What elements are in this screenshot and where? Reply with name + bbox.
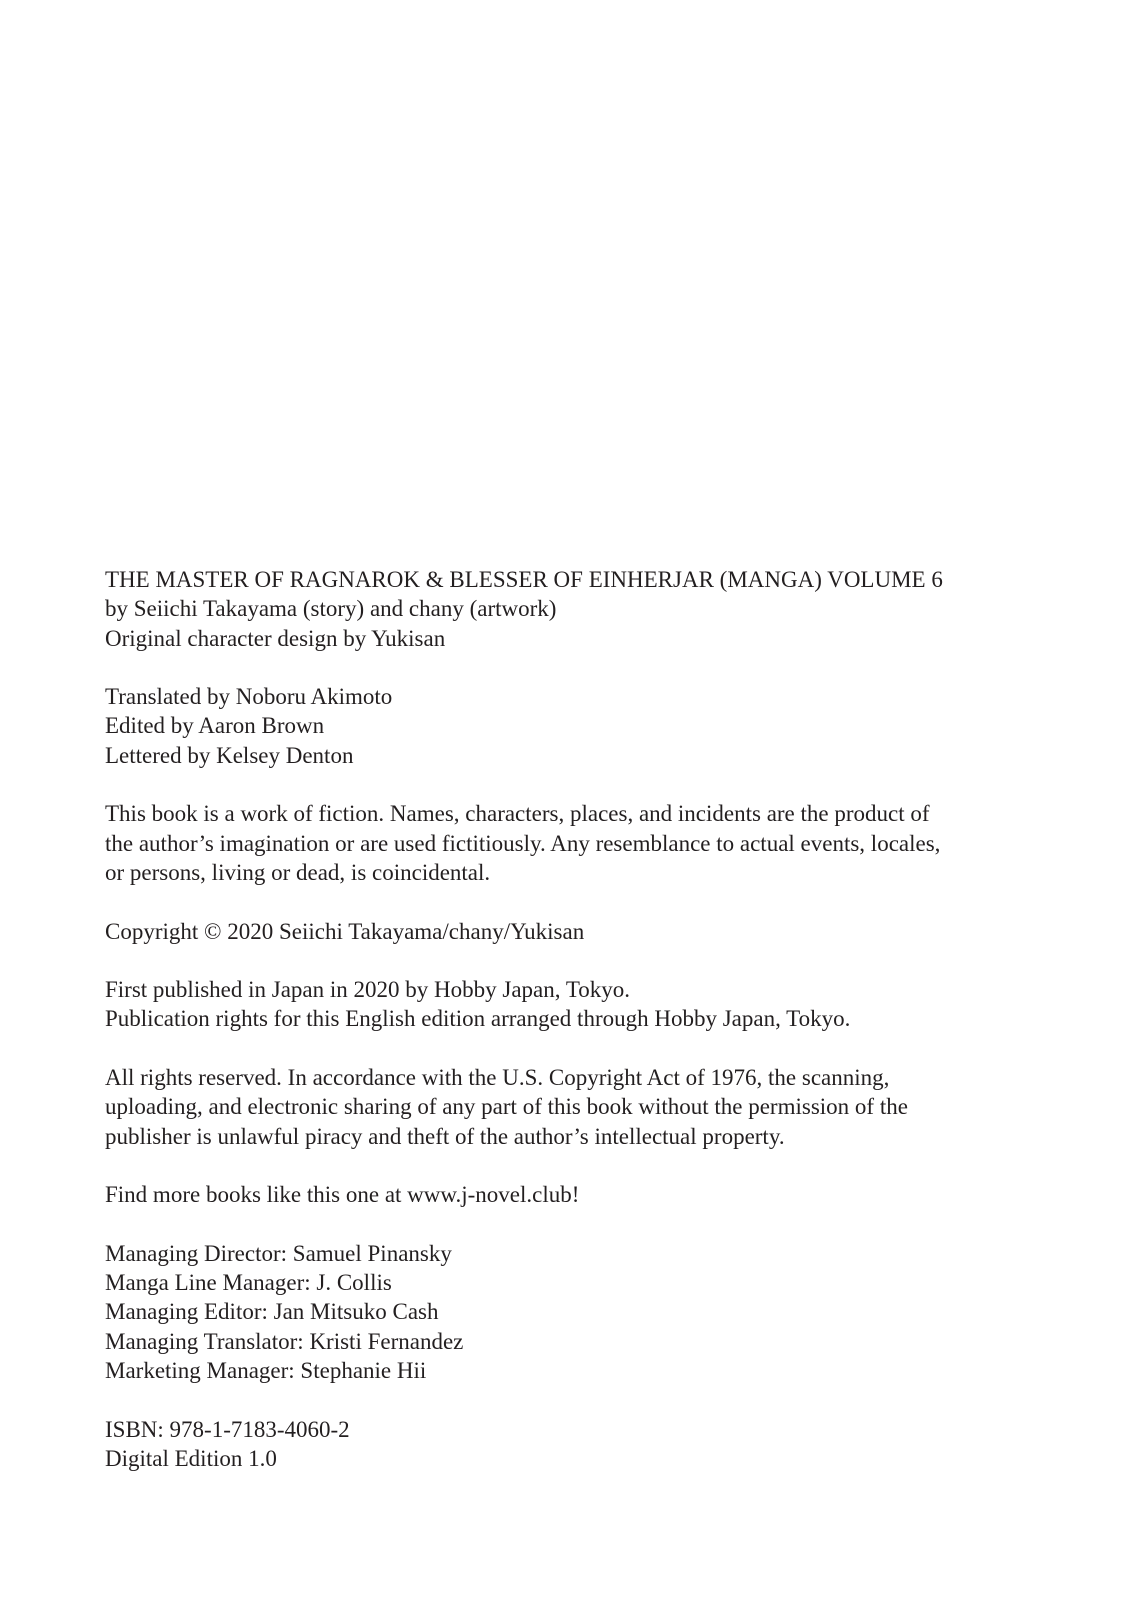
rights-reserved-paragraph bbox=[105, 1063, 1025, 1151]
managing-editor-line: Managing Editor: Jan Mitsuko Cash bbox=[105, 1299, 439, 1325]
staff-paragraph bbox=[105, 1239, 1025, 1385]
isbn-line: ISBN: 978-1-7183-4060-2 bbox=[105, 1416, 350, 1442]
letterer-line: Lettered by Kelsey Denton bbox=[105, 742, 354, 768]
marketing-manager-line: Marketing Manager: Stephanie Hii bbox=[105, 1358, 427, 1384]
editor-line: Edited by Aaron Brown bbox=[105, 713, 325, 739]
title-paragraph bbox=[105, 565, 1025, 653]
isbn-paragraph bbox=[105, 1415, 1025, 1474]
manga-line-manager-line: Manga Line Manager: J. Collis bbox=[105, 1270, 392, 1296]
rights-line: publisher is unlawful piracy and theft of the author’s intellectual property. bbox=[105, 1123, 785, 1149]
copyright-line: Copyright © 2020 Seiichi Takayama/chany/Yukisan bbox=[105, 918, 585, 944]
credits-paragraph bbox=[105, 682, 1025, 770]
disclaimer-line: This book is a work of fiction. Names, characters, places, and incidents are the product of bbox=[105, 801, 930, 827]
website-line: Find more books like this one at www.j-novel.club! bbox=[105, 1182, 580, 1208]
rights-line: All rights reserved. In accordance with the U.S. Copyright Act of 1976, the scanning, bbox=[105, 1065, 890, 1091]
translator-line: Translated by Noboru Akimoto bbox=[105, 684, 393, 710]
managing-translator-line: Managing Translator: Kristi Fernandez bbox=[105, 1328, 464, 1354]
edition-line: Digital Edition 1.0 bbox=[105, 1445, 277, 1471]
publication-rights-line: Publication rights for this English edition arranged through Hobby Japan, Tokyo. bbox=[105, 1006, 851, 1032]
copyright-paragraph bbox=[105, 917, 1025, 946]
disclaimer-line: the author’s imagination or are used fictitiously. Any resemblance to actual events, locales, bbox=[105, 830, 941, 856]
rights-line: uploading, and electronic sharing of any part of this book without the permission of the bbox=[105, 1094, 908, 1120]
authors-line: by Seiichi Takayama (story) and chany (artwork) bbox=[105, 596, 557, 622]
publication-paragraph bbox=[105, 975, 1025, 1034]
colophon-text-block bbox=[105, 565, 1025, 1473]
website-paragraph bbox=[105, 1180, 1025, 1209]
fiction-disclaimer-paragraph bbox=[105, 799, 1025, 887]
character-design-line: Original character design by Yukisan bbox=[105, 625, 446, 651]
managing-director-line: Managing Director: Samuel Pinansky bbox=[105, 1240, 452, 1266]
book-title-line: THE MASTER OF RAGNAROK & BLESSER OF EINHERJAR (MANGA) VOLUME 6 bbox=[105, 567, 943, 592]
disclaimer-line: or persons, living or dead, is coincidental. bbox=[105, 859, 491, 885]
first-published-line: First published in Japan in 2020 by Hobby Japan, Tokyo. bbox=[105, 977, 631, 1003]
